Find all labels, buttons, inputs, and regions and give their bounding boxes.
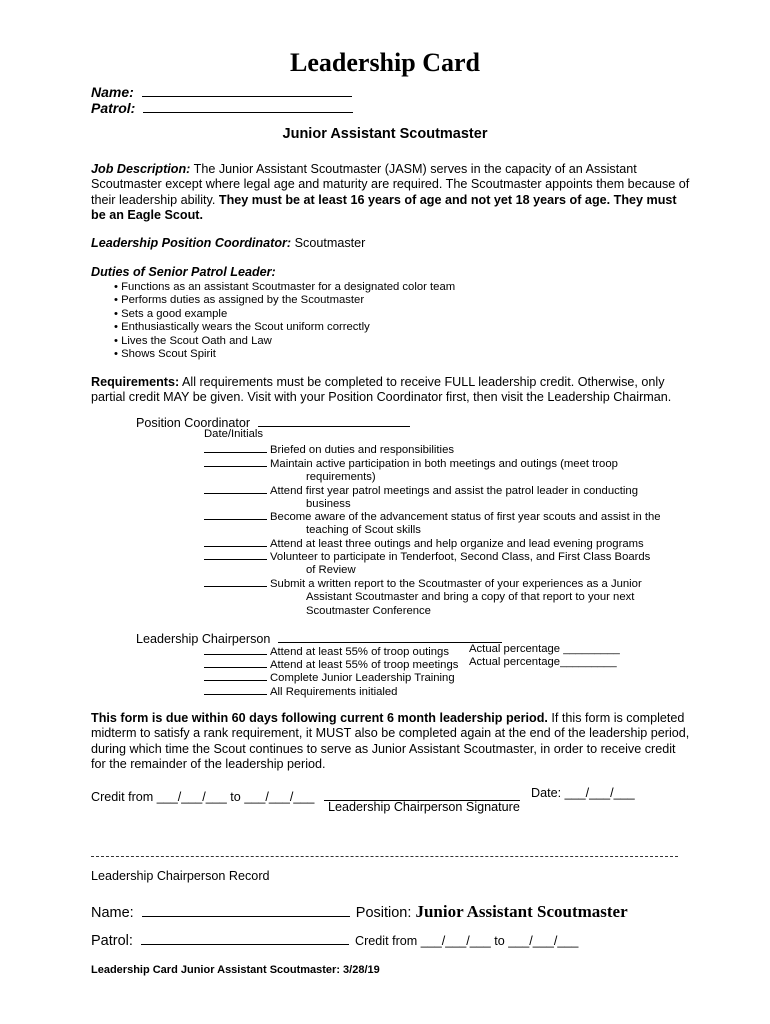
date-field: Date: ___/___/___ bbox=[531, 786, 635, 800]
date-initials-label: Date/Initials bbox=[204, 428, 264, 440]
job-description-label: Job Description: bbox=[91, 162, 191, 176]
record-position-label: Position: bbox=[355, 905, 412, 921]
record-patrol-label: Patrol: bbox=[91, 933, 133, 949]
signature-label: Leadership Chairperson Signature bbox=[328, 800, 520, 814]
record-heading: Leadership Chairperson Record bbox=[91, 869, 270, 883]
initials-blank[interactable] bbox=[204, 656, 267, 668]
initials-blank[interactable] bbox=[204, 535, 267, 547]
record-patrol-row bbox=[91, 930, 711, 949]
chairperson-signature-line[interactable] bbox=[324, 786, 520, 801]
patrol-row bbox=[91, 98, 353, 116]
record-credit-from: Credit from ___/___/___ to ___/___/___ bbox=[354, 934, 579, 948]
duties-heading: Duties of Senior Patrol Leader: bbox=[91, 265, 276, 279]
job-description bbox=[91, 162, 691, 223]
requirement-row: Become aware of the advancement status of first year scouts and assist in the teaching of Scout skills bbox=[204, 508, 684, 538]
requirement-row: Attend at least 55% of troop outings Actual percentage _________ bbox=[204, 643, 684, 659]
initials-blank[interactable] bbox=[204, 548, 267, 560]
record-position-value: Junior Assistant Scoutmaster bbox=[415, 902, 628, 921]
record-name-field[interactable] bbox=[142, 902, 350, 917]
initials-blank[interactable] bbox=[204, 482, 267, 494]
chairperson-signature-field[interactable] bbox=[278, 628, 502, 643]
requirement-row: Submit a written report to the Scoutmaster of your experiences as a Junior Assistant Scoutmaster and bring a copy of that report to your next Scoutmaster Conference bbox=[204, 575, 684, 618]
initials-blank[interactable] bbox=[204, 683, 267, 695]
list-item: • Enthusiastically wears the Scout uniform correctly bbox=[114, 321, 455, 334]
leadership-chairperson-heading: Leadership Chairperson bbox=[136, 628, 502, 646]
list-item: • Shows Scout Spirit bbox=[114, 348, 455, 361]
initials-blank[interactable] bbox=[204, 455, 267, 467]
list-item: • Performs duties as assigned by the Scoutmaster bbox=[114, 294, 455, 307]
coordinator-value: Scoutmaster bbox=[291, 236, 366, 250]
requirements-label: Requirements: bbox=[91, 375, 180, 389]
record-name-row bbox=[91, 902, 711, 921]
initials-blank[interactable] bbox=[204, 575, 267, 587]
requirement-row: Maintain active participation in both meetings and outings (meet troop requirements) bbox=[204, 455, 684, 485]
initials-blank[interactable] bbox=[204, 508, 267, 520]
credit-from: Credit from ___/___/___ to ___/___/___ bbox=[91, 790, 315, 804]
name-label: Name: bbox=[91, 84, 134, 100]
page-title: Leadership Card bbox=[290, 48, 480, 77]
name-field[interactable] bbox=[142, 82, 352, 97]
requirement-row: Volunteer to participate in Tenderfoot, Second Class, and First Class Boards of Review bbox=[204, 548, 684, 578]
due-notice: This form is due within 60 days following current 6 month leadership period. If this form is completed midterm to satisfy a rank requirement, it MUST also be completed again at the end of the leadership period, during which time the Scout continues to serve as Junior Assistant Scoutmaster, in order to receive credit for the remainder of the leadership period. bbox=[91, 711, 690, 771]
requirement-row: Briefed on duties and responsibilities bbox=[204, 441, 684, 457]
list-item: • Lives the Scout Oath and Law bbox=[114, 335, 455, 348]
position-coordinator-heading: Position Coordinator bbox=[136, 412, 410, 430]
requirement-row: Attend at least 55% of troop meetings Actual percentage_________ bbox=[204, 656, 684, 672]
initials-blank[interactable] bbox=[204, 643, 267, 655]
job-description-bold: They must be at least 16 years of age and not yet 18 years of age. They must be an Eagle Scout. bbox=[91, 192, 677, 222]
requirement-row: Attend first year patrol meetings and assist the patrol leader in conducting business bbox=[204, 482, 684, 512]
position-coordinator-line bbox=[91, 236, 691, 251]
duties-list bbox=[114, 281, 455, 361]
position-title: Junior Assistant Scoutmaster bbox=[282, 126, 488, 142]
coordinator-signature-field[interactable] bbox=[258, 412, 410, 427]
requirement-row: Complete Junior Leadership Training bbox=[204, 669, 684, 685]
patrol-label: Patrol: bbox=[91, 100, 136, 116]
coordinator-label: Leadership Position Coordinator: bbox=[91, 236, 292, 250]
initials-blank[interactable] bbox=[204, 441, 267, 453]
requirement-row: Attend at least three outings and help organize and lead evening programs bbox=[204, 535, 684, 551]
footer: Leadership Card Junior Assistant Scoutmaster: 3/28/19 bbox=[91, 964, 380, 976]
initials-blank[interactable] bbox=[204, 669, 267, 681]
requirement-row: All Requirements initialed bbox=[204, 683, 684, 699]
record-patrol-field[interactable] bbox=[141, 930, 349, 945]
list-item: • Functions as an assistant Scoutmaster for a designated color team bbox=[114, 281, 455, 294]
patrol-field[interactable] bbox=[143, 98, 353, 113]
job-description-text: The Junior Assistant Scoutmaster (JASM) serves in the capacity of an Assistant Scoutmaster except where legal age and maturity are required. The Scoutmaster appoints them because of their leadership ability. bbox=[91, 162, 690, 207]
list-item: • Sets a good example bbox=[114, 308, 455, 321]
requirements-text: Requirements: All requirements must be completed to receive FULL leadership credit. Otherwise, only partial credit MAY be given. Visit with your Position Coordinator first, then visit the Leadership Chairman. bbox=[91, 375, 672, 405]
cut-line bbox=[91, 856, 678, 857]
record-name-label: Name: bbox=[91, 905, 134, 921]
